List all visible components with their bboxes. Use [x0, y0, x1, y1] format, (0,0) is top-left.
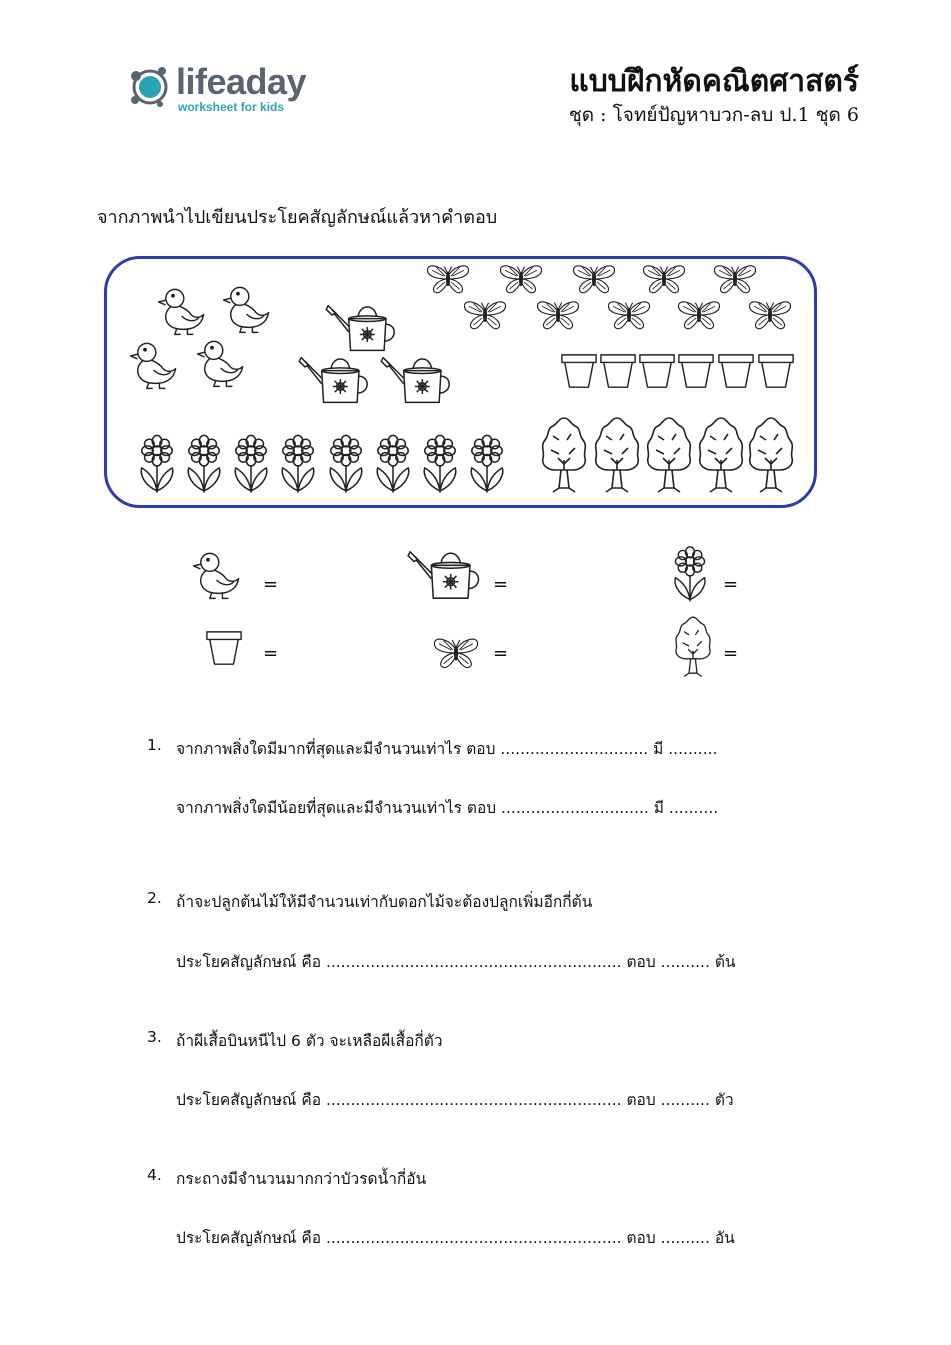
- butterfly-icon: [677, 299, 721, 331]
- butterfly-icon: [572, 263, 616, 295]
- flower-icon: [466, 434, 508, 496]
- flower-pot-icon: [717, 352, 755, 390]
- butterfly-icon: [642, 263, 686, 295]
- tree-icon: [746, 414, 796, 494]
- question-3-line-2: ประโยคสัญลักษณ์ คือ ............................................................ ตอบ .......... ตัว: [176, 1091, 734, 1109]
- tree-icon: [696, 414, 746, 494]
- legend-duck-equals: =: [263, 574, 279, 595]
- flower-icon: [419, 434, 461, 496]
- butterfly-icon: [463, 299, 507, 331]
- watering-can-icon: [291, 352, 371, 408]
- legend-butterfly-equals: =: [493, 643, 509, 664]
- duck-icon: [127, 338, 181, 392]
- flower-pot-icon: [638, 352, 676, 390]
- logo-tagline: worksheet for kids: [178, 100, 285, 114]
- question-4-line-1: กระถางมีจำนวนมากกว่าบัวรดน้ำกี่อัน: [176, 1170, 427, 1188]
- legend-flower-pot-equals: =: [263, 643, 279, 664]
- legend-flower-pot-icon: [205, 628, 243, 668]
- legend-watering-can-icon: [400, 546, 482, 604]
- question-1-line-1: จากภาพสิ่งใดมีมากที่สุดและมีจำนวนเท่าไร ตอบ .............................. มี ..........: [176, 740, 718, 758]
- legend-duck-icon: [190, 548, 244, 602]
- legend-butterfly-icon: [433, 636, 479, 670]
- legend-tree-icon: [673, 614, 713, 678]
- question-2-number: 2.: [147, 889, 162, 907]
- butterfly-icon: [426, 263, 470, 295]
- butterfly-icon: [499, 263, 543, 295]
- butterfly-icon: [536, 299, 580, 331]
- flower-icon: [183, 434, 225, 496]
- butterfly-icon: [713, 263, 757, 295]
- legend-flower-equals: =: [723, 574, 739, 595]
- flower-pot-icon: [599, 352, 637, 390]
- legend-flower-icon: [670, 545, 710, 605]
- worksheet-title: แบบฝึกหัดคณิตศาสตร์: [569, 64, 859, 99]
- watering-can-icon: [318, 300, 398, 356]
- question-2-line-2: ประโยคสัญลักษณ์ คือ ............................................................ ตอบ .......... ต้น: [176, 953, 736, 971]
- tree-icon: [539, 414, 589, 494]
- question-4-number: 4.: [147, 1166, 162, 1184]
- worksheet-subtitle: ชุด : โจทย์ปัญหาบวก-ลบ ป.1 ชุด 6: [568, 104, 859, 126]
- logo-wordmark: lifeaday: [176, 61, 307, 102]
- flower-icon: [277, 434, 319, 496]
- tree-icon: [592, 414, 642, 494]
- legend-watering-can-equals: =: [493, 574, 509, 595]
- watering-can-icon: [373, 352, 453, 408]
- flower-pot-icon: [757, 352, 795, 390]
- question-3-line-1: ถ้าผีเสื้อบินหนีไป 6 ตัว จะเหลือผีเสื้อกี่ตัว: [176, 1032, 443, 1050]
- flower-icon: [136, 434, 178, 496]
- flower-icon: [325, 434, 367, 496]
- question-4-line-2: ประโยคสัญลักษณ์ คือ ............................................................ ตอบ .......... อัน: [176, 1229, 735, 1247]
- legend-tree-equals: =: [723, 643, 739, 664]
- butterfly-icon: [607, 299, 651, 331]
- flower-pot-icon: [560, 352, 598, 390]
- question-3-number: 3.: [147, 1028, 162, 1046]
- flower-icon: [372, 434, 414, 496]
- butterfly-icon: [748, 299, 792, 331]
- question-2-line-1: ถ้าจะปลูกต้นไม้ให้มีจำนวนเท่ากับดอกไม้จะต้องปลูกเพิ่มอีกกี่ต้น: [176, 893, 593, 911]
- question-1-number: 1.: [147, 736, 162, 754]
- question-1-line-2: จากภาพสิ่งใดมีน้อยที่สุดและมีจำนวนเท่าไร ตอบ .............................. มี ..........: [176, 799, 719, 817]
- duck-icon: [194, 336, 248, 390]
- lifeaday-logo: [126, 60, 326, 120]
- instruction-text: จากภาพนำไปเขียนประโยคสัญลักษณ์แล้วหาคำตอบ: [97, 207, 498, 228]
- molecule-icon: [126, 62, 176, 112]
- tree-icon: [644, 414, 694, 494]
- flower-pot-icon: [677, 352, 715, 390]
- duck-icon: [220, 282, 274, 336]
- duck-icon: [155, 284, 209, 338]
- flower-icon: [230, 434, 272, 496]
